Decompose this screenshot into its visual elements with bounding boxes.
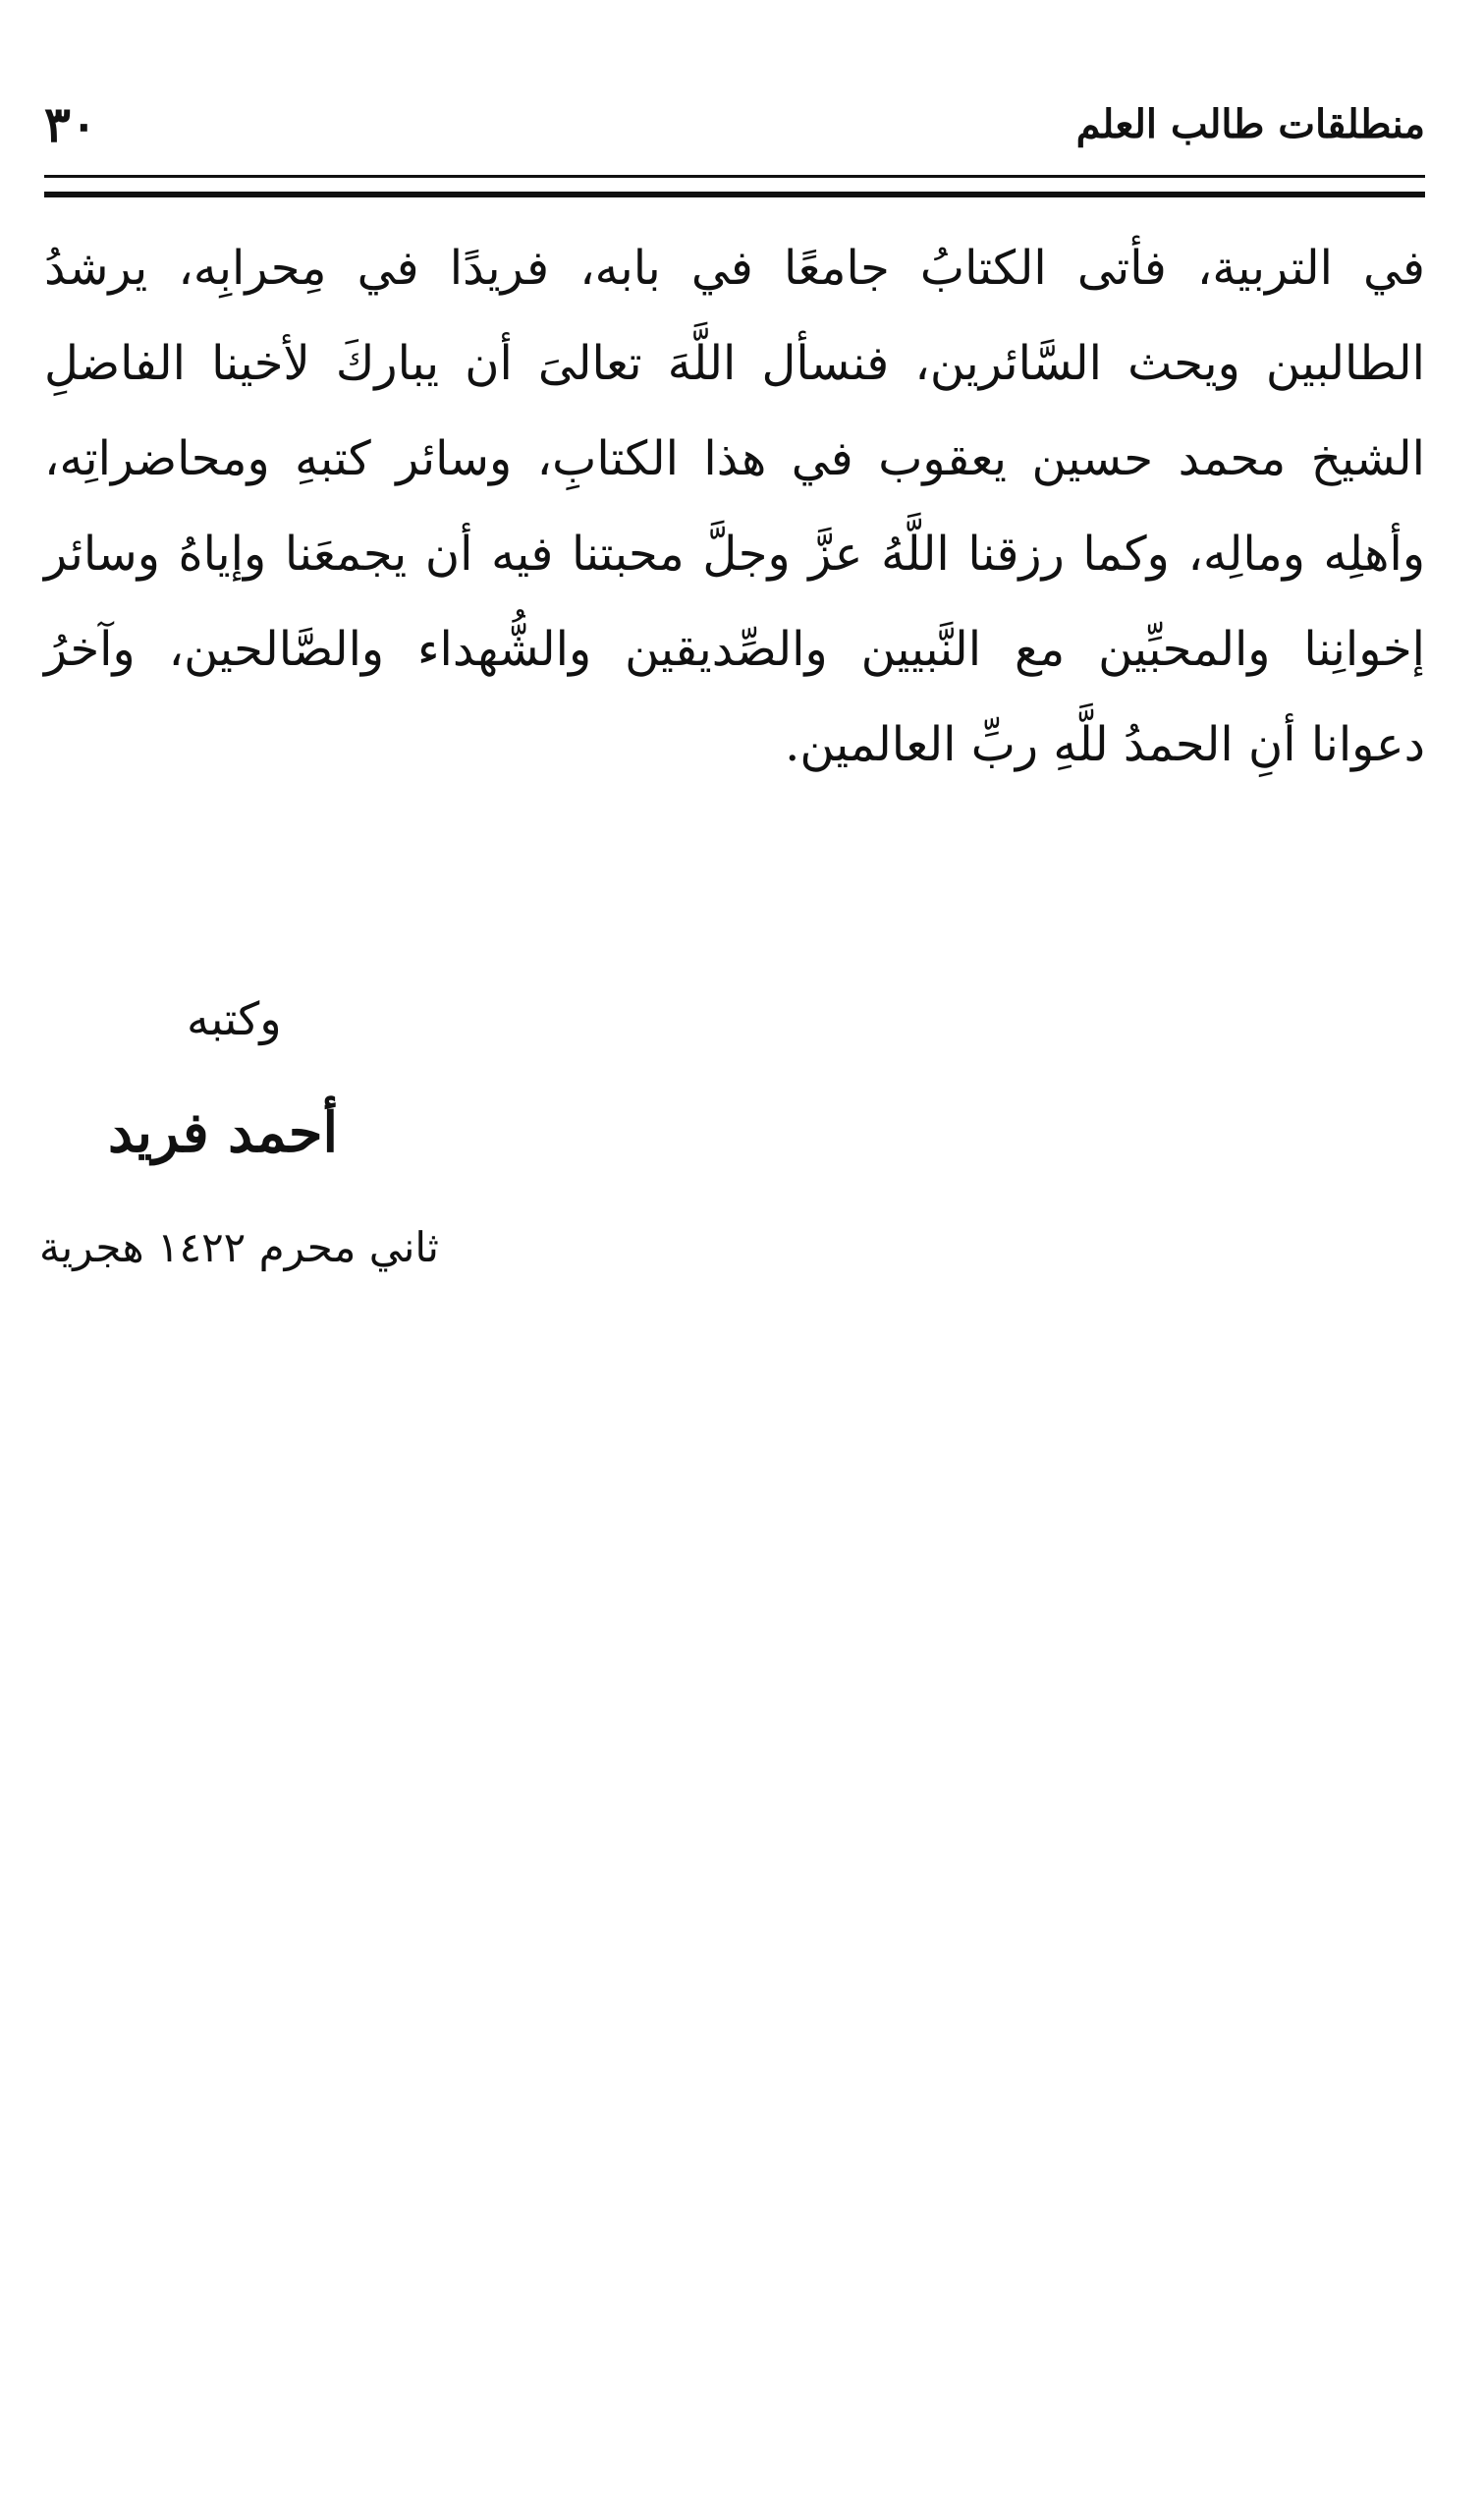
header-double-rule [44, 175, 1425, 197]
page-number: ٣٠ [44, 95, 97, 153]
signature-label: وكتبه [187, 992, 282, 1045]
running-title: منطلقات طالب العلم [1075, 101, 1425, 147]
signature-date: ثاني محرم ١٤٢٢ هجرية [39, 1223, 439, 1271]
running-header [44, 90, 1425, 159]
body-paragraph: في التربية، فأتى الكتابُ جامعًا في بابه، فريدًا في مِحرابِه، يرشدُ الطالبين ويحث السَّائرين، فنسأل اللَّهَ تعالىَ أن يباركَ لأخينا الفاضلِ الشيخ محمد حسين يعقوب في هذا الكتابِ، وسائر كتبهِ ومحاضراتِه، وأهلِه ومالِه، وكما رزقنا اللَّهُ عزَّ وجلَّ محبتنا فيه أن يجمعَنا وإياهُ وسائر إخوانِنا والمحبِّين مع النَّبيين والصِّديقين والشُّهداء والصَّالحين، وآخرُ دعوانا أنِ الحمدُ للَّهِ ربِّ العالمين. [44, 241, 1426, 772]
signature-name: أحمد فريد [108, 1100, 339, 1165]
